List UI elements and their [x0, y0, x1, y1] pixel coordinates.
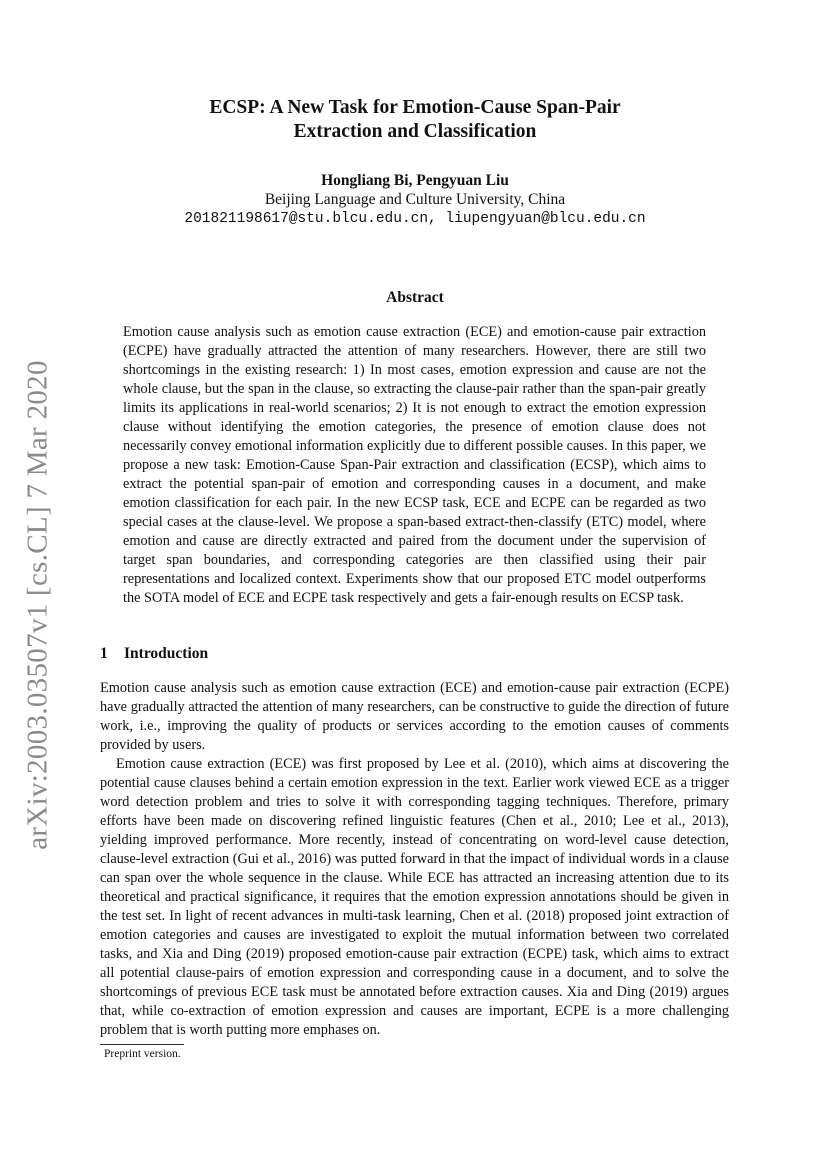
intro-paragraph: Emotion cause extraction (ECE) was first proposed by Lee et al. (2010), which aims at discovering the potential cause clauses behind a certain emotion expression in the text. Earlier work viewed ECE as a trigger word detection problem and tries to solve it with corresponding tagging techniques. Therefore, primary efforts have been made on discovering refined linguistic features (Chen et al., 2010; Lee et al., 2013), yielding improved performance. More recently, instead of concentrating on word-level cause detection, clause-level extraction (Gui et al., 2016) was putted forward in that the impact of individual words in a clause can span over the whole sequence in the clause. While ECE has attracted an increasing attention due to its theoretical and practical significance, it requires that the emotion expression annotations should be given in the test set. In light of recent advances in multi-task learning, Chen et al. (2018) proposed joint extraction of emotion categories and causes are investigated to exploit the mutual information between two correlated tasks, and Xia and Ding (2019) proposed emotion-cause pair extraction (ECPE) task, which aims to extract all potential clause-pairs of emotion expression and corresponding cause in a document, and to solve the shortcomings of previous ECE task must be annotated before extraction causes. Xia and Ding (2019) argues that, while co-extraction of emotion expression and causes are important, ECPE is a more challenging problem that is worth putting more emphases on.	[100, 756, 729, 1038]
section-number: 1	[100, 645, 108, 662]
author-affiliation: Beijing Language and Culture University, China	[264, 191, 566, 208]
introduction-body	[100, 679, 729, 1040]
section-heading-introduction	[100, 645, 208, 663]
abstract-text: Emotion cause analysis such as emotion cause extraction (ECE) and emotion-cause pair extraction (ECPE) have gradually attracted the attention of many researchers. However, there are still two shortcomings in the existing research: 1) In most cases, emotion expression and cause are not the whole clause, but the span in the clause, so extracting the clause-pair rather than the span-pair greatly limits its applications in real-world scenarios; 2) It is not enough to extract the emotion expression clause without identifying the emotion categories, the presence of emotion clause does not necessarily convey emotional information explicitly due to different possible causes. In this paper, we propose a new task: Emotion-Cause Span-Pair extraction and classification (ECSP), which aims to extract the potential span-pair of emotion and corresponding causes in a document, and make emotion classification for each pair. In the new ECSP task, ECE and ECPE can be regarded as two special cases at the clause-level. We propose a span-based extract-then-classify (ETC) model, where emotion and cause are directly extracted and paired from the document under the supervision of target span boundaries, and corresponding categories are then classified using their pair representations and localized context. Experiments show that our proposed ETC model outperforms the SOTA model of ECE and ECPE task respectively and gets a fair-enough results on ECSP task.	[123, 324, 706, 606]
footnote-divider	[100, 1044, 184, 1045]
intro-paragraph: Emotion cause analysis such as emotion cause extraction (ECE) and emotion-cause pair extraction (ECPE) have gradually attracted the attention of many researchers, can be constructive to guide the direction of future work, i.e., improving the quality of products or services according to the emotion causes of comments provided by users.	[100, 680, 729, 753]
paper-title: ECSP: A New Task for Emotion-Cause Span-Pair Extraction and Classification	[209, 97, 621, 142]
abstract-heading: Abstract	[386, 289, 444, 306]
section-title: Introduction	[124, 645, 209, 662]
arxiv-identifier: arXiv:2003.03507v1 [cs.CL] 7 Mar 2020	[21, 360, 54, 850]
footnote-text: Preprint version.	[104, 1048, 181, 1060]
author-emails: 201821198617@stu.blcu.edu.cn, liupengyuan@blcu.edu.cn	[184, 211, 646, 227]
author-names: Hongliang Bi, Pengyuan Liu	[321, 172, 509, 189]
